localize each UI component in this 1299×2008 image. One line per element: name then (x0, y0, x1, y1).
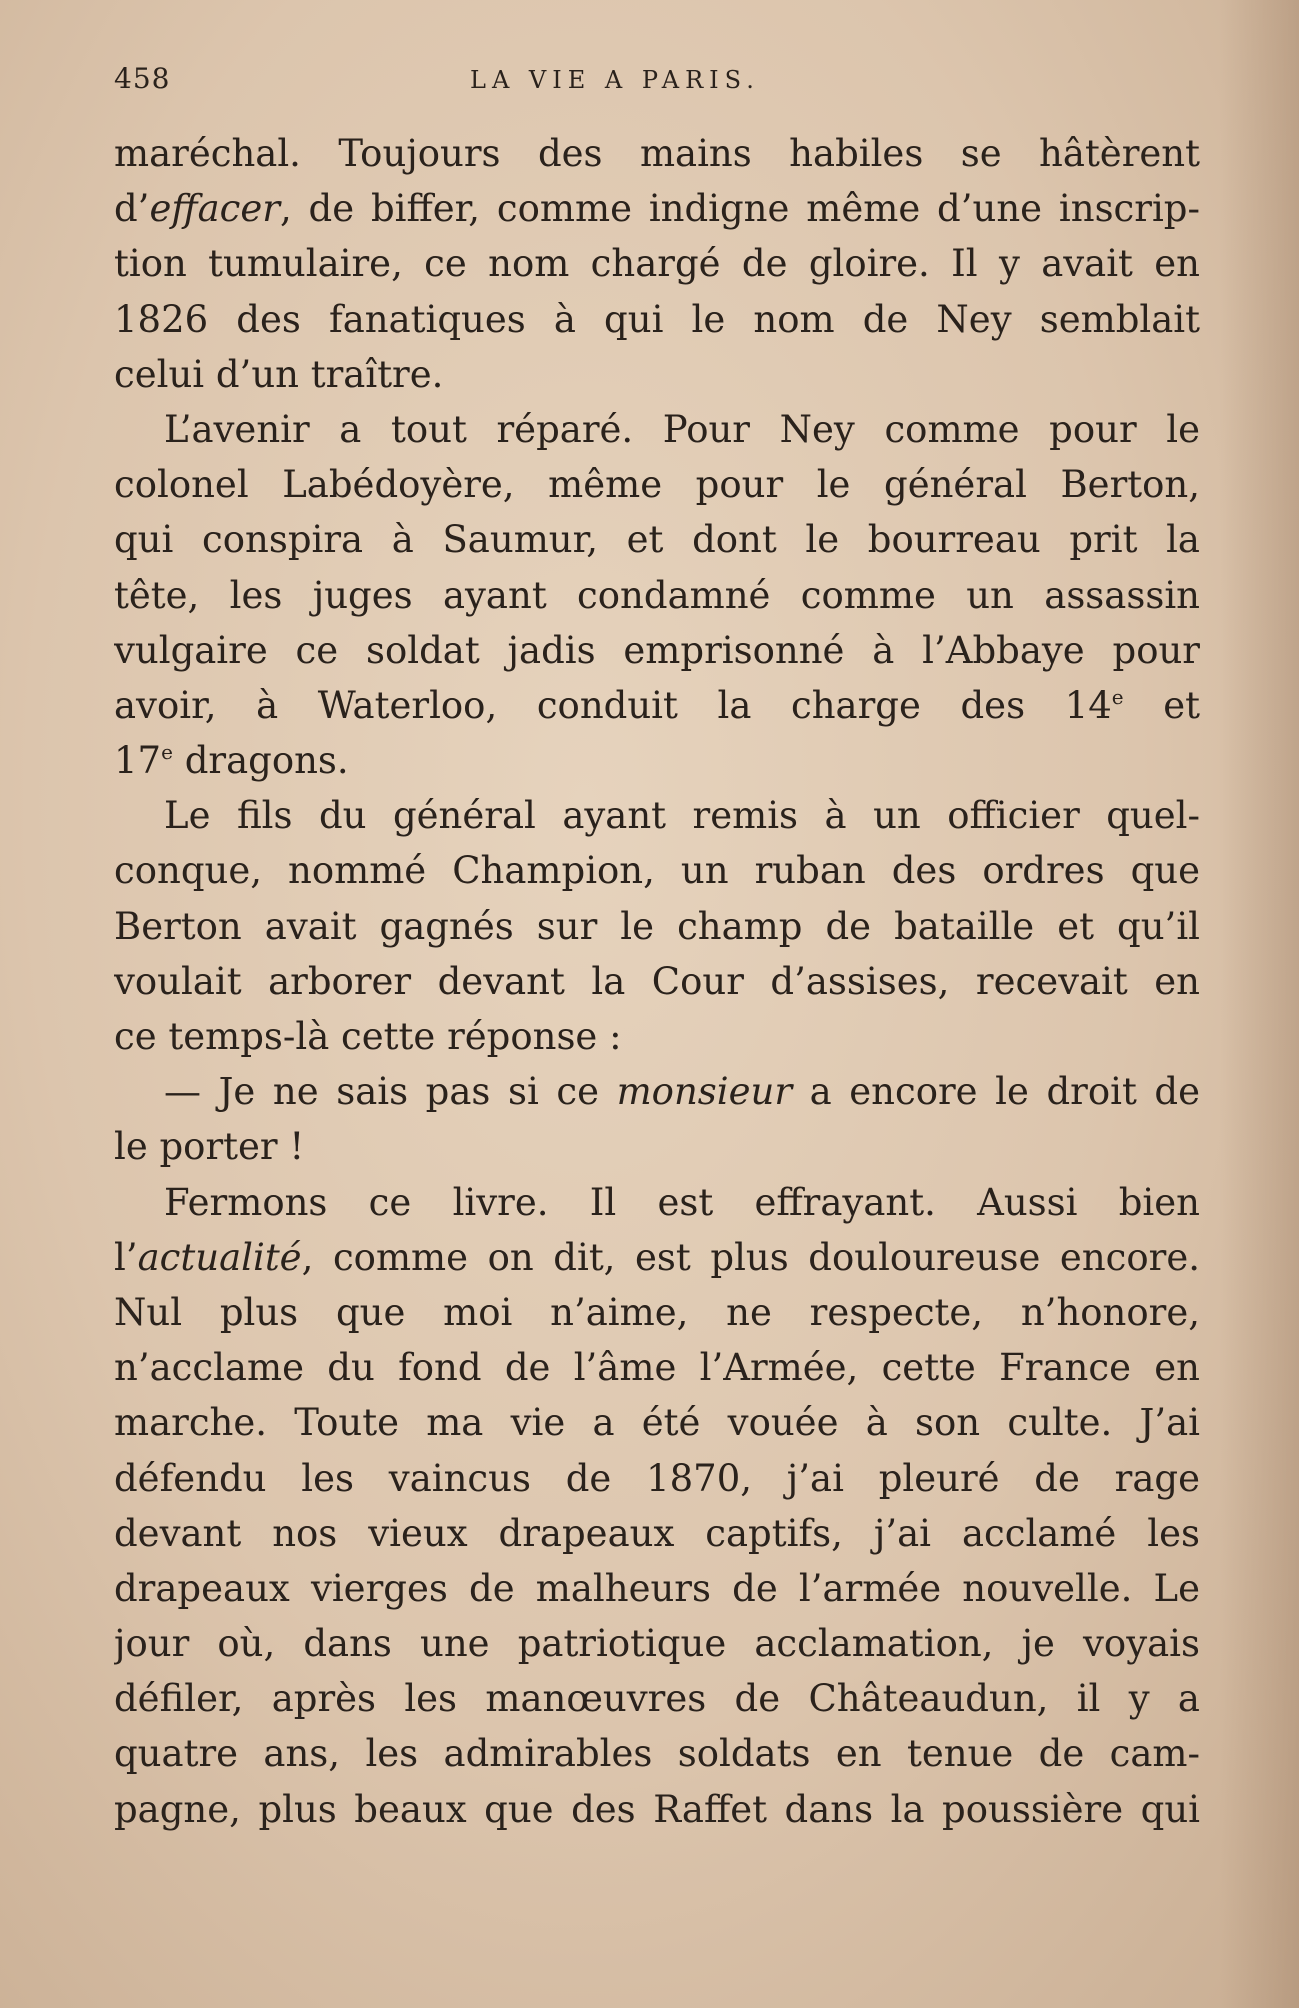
text-run: tête, les juges ayant condamné comme un assassin (114, 573, 1200, 617)
text-line (114, 1395, 1200, 1450)
text-line (114, 181, 1200, 236)
text-line (114, 292, 1200, 347)
text-line (114, 1119, 1200, 1174)
text-run: , comme on dit, est plus douloureuse encore. (301, 1235, 1200, 1279)
text-line (114, 843, 1200, 898)
text-run: devant nos vieux drapeaux captifs, j’ai acclamé les (114, 1511, 1200, 1555)
text-run: le porter ! (114, 1125, 305, 1169)
text-run: Nul plus que moi n’aime, ne respecte, n’honore, (114, 1290, 1200, 1334)
text-line (114, 1175, 1200, 1230)
text-line (114, 954, 1200, 1009)
text-line (114, 1671, 1200, 1726)
text-line (114, 1726, 1200, 1781)
text-line (114, 402, 1200, 457)
paragraph (114, 126, 1200, 402)
text-run: 17 (114, 739, 162, 783)
text-run: Le fils du général ayant remis à un officier quel- (164, 794, 1200, 838)
text-run: voulait arborer devant la Cour d’assises, recevait en (114, 959, 1200, 1003)
paragraph (114, 1064, 1200, 1174)
text-run: colonel Labédoyère, même pour le général Berton, (114, 463, 1200, 507)
superscript: e (1111, 684, 1124, 709)
paragraph (114, 1175, 1200, 1837)
text-run: Fermons ce livre. Il est effrayant. Aussi bien (164, 1180, 1200, 1224)
text-run: l’ (114, 1235, 138, 1279)
text-line (114, 623, 1200, 678)
text-line (114, 899, 1200, 954)
text-line (114, 1782, 1200, 1837)
paragraph (114, 788, 1200, 1064)
page-edge-shadow (1219, 0, 1299, 2008)
text-run: vulgaire ce soldat jadis emprisonné à l’Abbaye pour (114, 628, 1200, 672)
text-run: ce temps-là cette réponse : (114, 1015, 622, 1058)
text-run: 1826 des fanatiques à qui le nom de Ney semblait (114, 297, 1200, 341)
text-run: défendu les vaincus de 1870, j’ai pleuré de rage (114, 1456, 1200, 1500)
text-run: d’ (114, 187, 150, 231)
text-run: maréchal. Toujours des mains habiles se hâtèrent (114, 132, 1200, 175)
text-line (114, 457, 1200, 512)
text-run: Berton avait gagnés sur le champ de bataille et qu’il (114, 904, 1200, 948)
text-run: et (1123, 683, 1200, 727)
body-text (114, 126, 1200, 1837)
italic-text: effacer (149, 187, 280, 231)
text-line (114, 1451, 1200, 1506)
superscript: e (161, 740, 173, 765)
text-run: conque, nommé Champion, un ruban des ordres que (114, 849, 1200, 893)
text-line (114, 1340, 1200, 1395)
page-number: 458 (114, 62, 171, 95)
text-line (114, 1009, 1200, 1064)
text-run: avoir, à Waterloo, conduit la charge des 14 (114, 683, 1112, 727)
text-line (114, 1561, 1200, 1616)
text-run: a encore le droit de (792, 1070, 1200, 1114)
text-line (114, 1616, 1200, 1671)
text-run: dragons. (172, 739, 349, 783)
text-line (114, 568, 1200, 623)
text-line (114, 236, 1200, 291)
text-run: , de biffer, comme indigne même d’une inscrip- (279, 187, 1200, 231)
text-run: n’acclame du fond de l’âme l’Armée, cette France en (114, 1346, 1200, 1390)
text-run: qui conspira à Saumur, et dont le bourreau prit la (114, 518, 1200, 562)
text-run: pagne, plus beaux que des Raffet dans la poussière qui (114, 1787, 1200, 1831)
text-run: L’avenir a tout réparé. Pour Ney comme pour le (164, 407, 1200, 451)
italic-text: actualité (137, 1235, 302, 1279)
text-line (114, 788, 1200, 843)
running-title: LA VIE A PARIS. (470, 66, 760, 94)
text-run: défiler, après les manœuvres de Châteaudun, il y a (114, 1677, 1200, 1721)
text-line (114, 733, 1200, 788)
text-line (114, 126, 1200, 181)
text-run: drapeaux vierges de malheurs de l’armée nouvelle. Le (114, 1566, 1200, 1610)
text-line (114, 1230, 1200, 1285)
text-run: — Je ne sais pas si ce (164, 1070, 617, 1114)
text-run: celui d’un traître. (114, 352, 444, 396)
text-run: quatre ans, les admirables soldats en tenue de cam- (114, 1732, 1200, 1776)
page-header (114, 62, 1204, 102)
paragraph (114, 402, 1200, 788)
text-run: jour où, dans une patriotique acclamation, je voyais (114, 1622, 1200, 1666)
text-line (114, 347, 1200, 402)
italic-text: monsieur (616, 1070, 793, 1114)
text-run: tion tumulaire, ce nom chargé de gloire. Il y avait en (114, 242, 1200, 286)
text-line (114, 1064, 1200, 1119)
text-line (114, 1506, 1200, 1561)
text-line (114, 678, 1200, 733)
text-line (114, 1285, 1200, 1340)
text-run: marche. Toute ma vie a été vouée à son culte. J’ai (114, 1401, 1200, 1445)
text-line (114, 512, 1200, 567)
